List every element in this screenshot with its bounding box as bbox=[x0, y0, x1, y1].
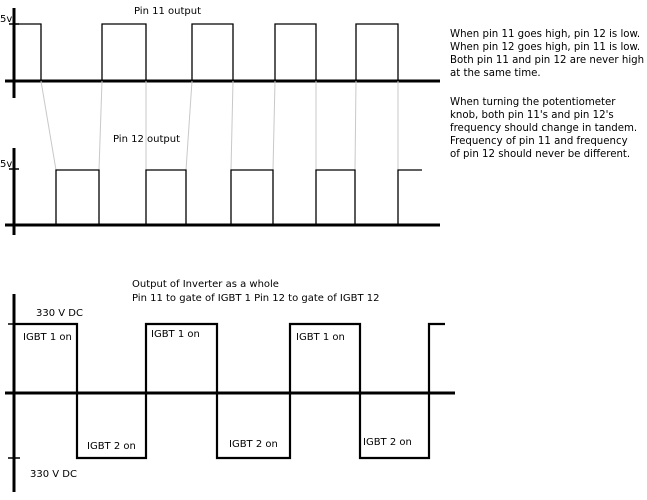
igbt1-label: IGBT 1 on bbox=[151, 329, 200, 340]
note-line: When pin 12 goes high, pin 11 is low. bbox=[450, 42, 641, 53]
igbt2-label: IGBT 2 on bbox=[229, 439, 278, 450]
note-line: When pin 11 goes high, pin 12 is low. bbox=[450, 29, 641, 40]
pin12-title: Pin 12 output bbox=[113, 134, 180, 145]
note-line: Both pin 11 and pin 12 are never high bbox=[450, 55, 645, 66]
bottom-voltage-label: 330 V DC bbox=[30, 469, 77, 480]
pin11-title: Pin 11 output bbox=[134, 6, 201, 17]
igbt2-label: IGBT 2 on bbox=[363, 437, 412, 448]
note-line: frequency should change in tandem. bbox=[450, 123, 638, 134]
pin11-axes bbox=[5, 8, 440, 98]
inverter-title: Output of Inverter as a whole bbox=[132, 279, 279, 290]
note-line: knob, both pin 11's and pin 12's bbox=[450, 110, 614, 121]
pin12-5v-label: 5v bbox=[0, 159, 13, 170]
note-line: of pin 12 should never be different. bbox=[450, 149, 631, 160]
igbt2-label: IGBT 2 on bbox=[87, 441, 136, 452]
top-voltage-label: 330 V DC bbox=[36, 308, 83, 319]
note-line: at the same time. bbox=[450, 68, 541, 79]
pin12-square-wave bbox=[14, 170, 422, 225]
inverter-subtitle: Pin 11 to gate of IGBT 1 Pin 12 to gate of IGBT 12 bbox=[132, 293, 380, 304]
pin11-square-wave bbox=[14, 24, 398, 81]
note-line: Frequency of pin 11 and frequency bbox=[450, 136, 628, 147]
note-line: When turning the potentiometer bbox=[450, 97, 616, 108]
alignment-guides bbox=[41, 81, 398, 170]
pin12-axes bbox=[5, 148, 440, 235]
igbt1-label: IGBT 1 on bbox=[296, 332, 345, 343]
pin11-5v-label: 5v bbox=[0, 14, 13, 25]
igbt1-label: IGBT 1 on bbox=[23, 332, 72, 343]
